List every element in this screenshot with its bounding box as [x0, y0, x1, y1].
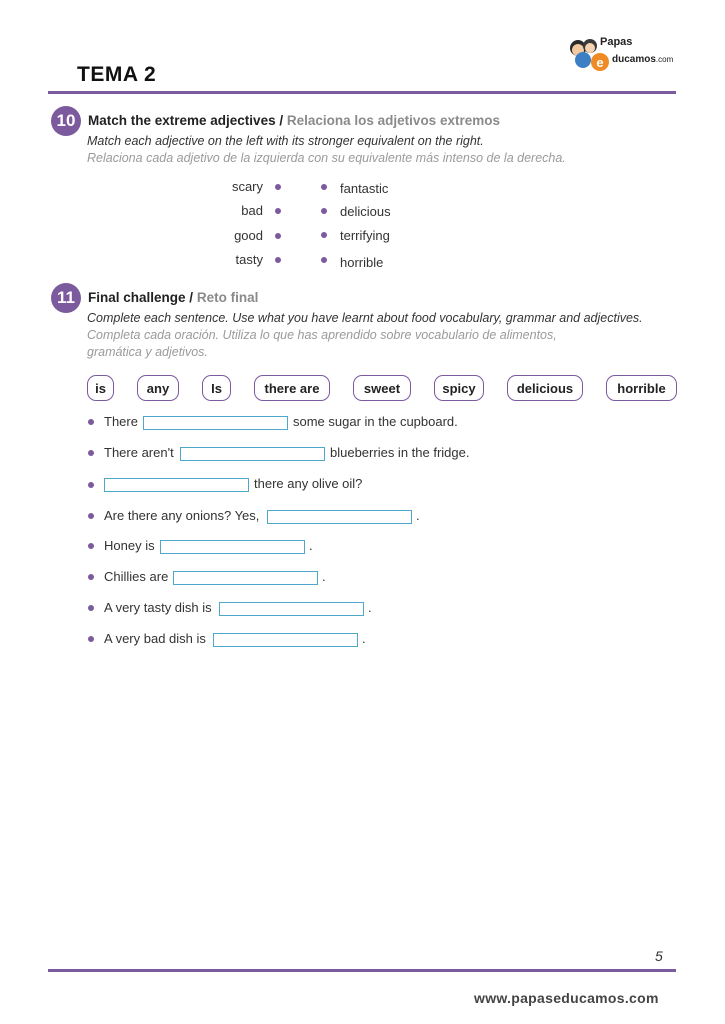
exercise-number-badge: 10	[51, 106, 81, 136]
match-dot[interactable]	[275, 257, 281, 263]
match-dot[interactable]	[321, 208, 327, 214]
word-bank-chip[interactable]: spicy	[434, 375, 484, 401]
sentence-start: A very tasty dish is	[104, 600, 212, 615]
header-divider	[48, 91, 676, 94]
answer-blank[interactable]	[213, 633, 358, 647]
right-adjective: delicious	[340, 204, 391, 219]
match-dot[interactable]	[321, 257, 327, 263]
right-adjective: terrifying	[340, 228, 390, 243]
right-adjective: horrible	[340, 255, 384, 270]
word-bank-chip[interactable]: there are	[254, 375, 330, 401]
bullet-dot	[88, 605, 94, 611]
logo-text: Papas	[600, 36, 633, 48]
logo-text-2: ducamos.com	[612, 54, 674, 65]
sentence-end: .	[309, 538, 313, 553]
left-adjective: bad	[241, 203, 263, 218]
sentence-start: A very bad dish is	[104, 631, 206, 646]
sentence-start: There	[104, 414, 138, 429]
papaseducamos-logo	[566, 34, 678, 74]
word-bank-chip[interactable]: sweet	[353, 375, 411, 401]
instruction-en: Match each adjective on the left with its stronger equivalent on the right.	[87, 134, 484, 148]
bullet-dot	[88, 513, 94, 519]
bullet-dot	[88, 574, 94, 580]
sentence-start: Honey is	[104, 538, 155, 553]
word-bank-chip[interactable]: delicious	[507, 375, 583, 401]
left-adjective: scary	[231, 179, 263, 194]
exercise-title: Match the extreme adjectives / Relaciona los adjetivos extremos	[88, 113, 500, 128]
left-adjective: good	[234, 228, 263, 243]
answer-blank[interactable]	[173, 571, 318, 585]
svg-text:e: e	[596, 55, 604, 70]
footer-divider	[48, 969, 676, 972]
answer-blank[interactable]	[143, 416, 288, 430]
answer-blank[interactable]	[219, 602, 364, 616]
bullet-dot	[88, 543, 94, 549]
sentence-end: blueberries in the fridge.	[330, 445, 470, 460]
sentence-start: Are there any onions? Yes,	[104, 508, 260, 523]
match-dot[interactable]	[321, 232, 327, 238]
bullet-dot	[88, 419, 94, 425]
match-dot[interactable]	[275, 208, 281, 214]
instruction-es: Completa cada oración. Utiliza lo que has aprendido sobre vocabulario de alimentos, gramática y adjetivos.	[87, 328, 557, 359]
exercise-title: Final challenge / Reto final	[88, 290, 259, 305]
sentence-start: Chillies are	[104, 569, 169, 584]
right-adjective: fantastic	[340, 181, 389, 196]
instruction-es: Relaciona cada adjetivo de la izquierda con su equivalente más intenso de la derecha.	[87, 151, 566, 165]
match-dot[interactable]	[275, 184, 281, 190]
answer-blank[interactable]	[104, 478, 249, 492]
sentence-start: There aren't	[104, 445, 174, 460]
word-bank-chip[interactable]: is	[87, 375, 114, 401]
answer-blank[interactable]	[160, 540, 305, 554]
word-bank-chip[interactable]: horrible	[606, 375, 677, 401]
match-dot[interactable]	[321, 184, 327, 190]
bullet-dot	[88, 482, 94, 488]
footer-url[interactable]: www.papaseducamos.com	[474, 990, 659, 1006]
exercise-number-badge: 11	[51, 283, 81, 313]
page-title: TEMA 2	[77, 63, 157, 86]
sentence-end: .	[362, 631, 366, 646]
sentence-end: .	[322, 569, 326, 584]
page-number: 5	[655, 948, 663, 964]
word-bank-chip[interactable]: Is	[202, 375, 231, 401]
bullet-dot	[88, 450, 94, 456]
left-adjective: tasty	[235, 252, 263, 267]
word-bank-chip[interactable]: any	[137, 375, 179, 401]
answer-blank[interactable]	[180, 447, 325, 461]
match-dot[interactable]	[275, 233, 281, 239]
sentence-end: there any olive oil?	[254, 476, 363, 491]
sentence-end: some sugar in the cupboard.	[293, 414, 458, 429]
instruction-en: Complete each sentence. Use what you have learnt about food vocabulary, grammar and adjectives.	[87, 311, 643, 325]
bullet-dot	[88, 636, 94, 642]
answer-blank[interactable]	[267, 510, 412, 524]
sentence-end: .	[416, 508, 420, 523]
sentence-end: .	[368, 600, 372, 615]
